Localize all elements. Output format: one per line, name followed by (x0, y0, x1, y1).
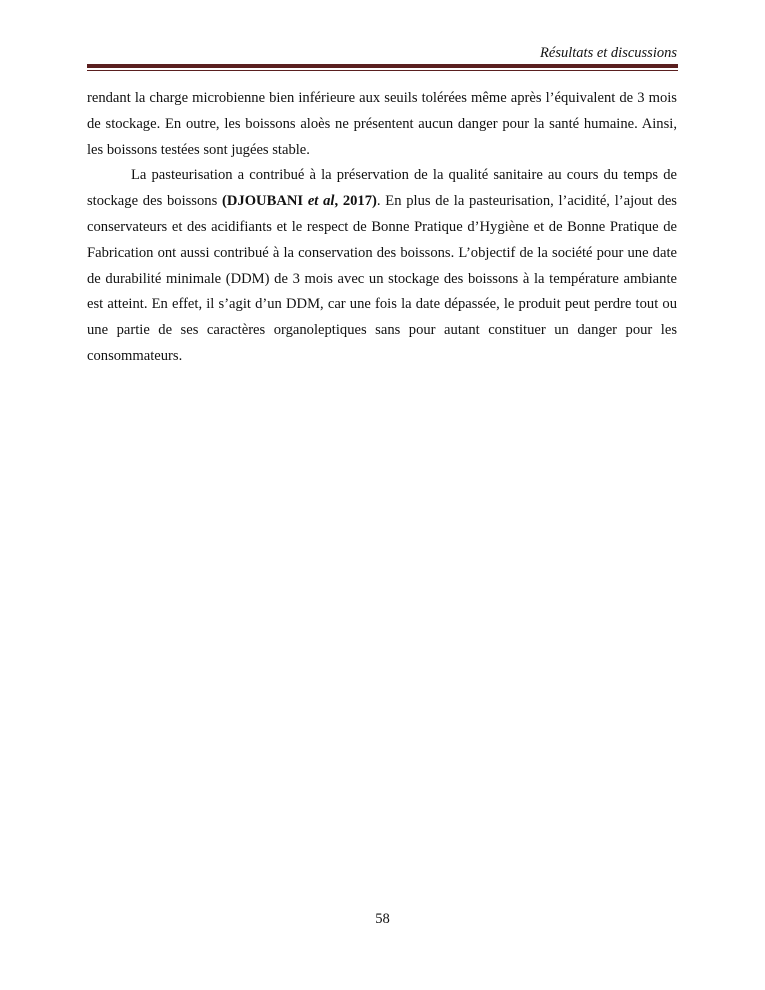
citation-et-al: et al (307, 193, 335, 210)
running-header-title: Résultats et discussions (540, 45, 677, 61)
paragraph-1: rendant la charge microbienne bien inférieure aux seuils tolérées même après l’équivalent de 3 mois de stockage. En outre, les boissons aloès ne présentent aucun danger pour la santé humaine. Ainsi, les boissons testées sont jugées stable. (87, 90, 677, 158)
header-rule-thick (87, 64, 678, 68)
page-number: 58 (375, 911, 390, 927)
citation-open: (DJOUBANI (222, 193, 308, 210)
paragraph-2-before: La pasteurisation a contribué à la préservation de la qualité sanitaire au cours du temps de stockage des boissons (87, 167, 677, 210)
paragraph-2-after: . En plus de la pasteurisation, l’acidité, l’ajout des conservateurs et des acidifiants et le respect de Bonne Pratique d’Hygiène et de Bonne Pratique de Fabrication ont aussi contribué à la conservation des boissons. L’objectif de la société pour une date de durabilité minimale (DDM) de 3 mois avec un stockage des boissons à la température ambiante est atteint. En effet, il s’agit d’un DDM, car une fois la date dépassée, le produit peut perdre tout ou une partie de ses caractères organoleptiques sans pour autant constituer un danger pour les consommateurs. (87, 193, 677, 364)
citation-close: , 2017) (334, 193, 377, 210)
citation (222, 193, 377, 209)
paragraph-2 (87, 163, 677, 369)
header-rule-thin (87, 70, 678, 71)
body-text (87, 86, 677, 370)
